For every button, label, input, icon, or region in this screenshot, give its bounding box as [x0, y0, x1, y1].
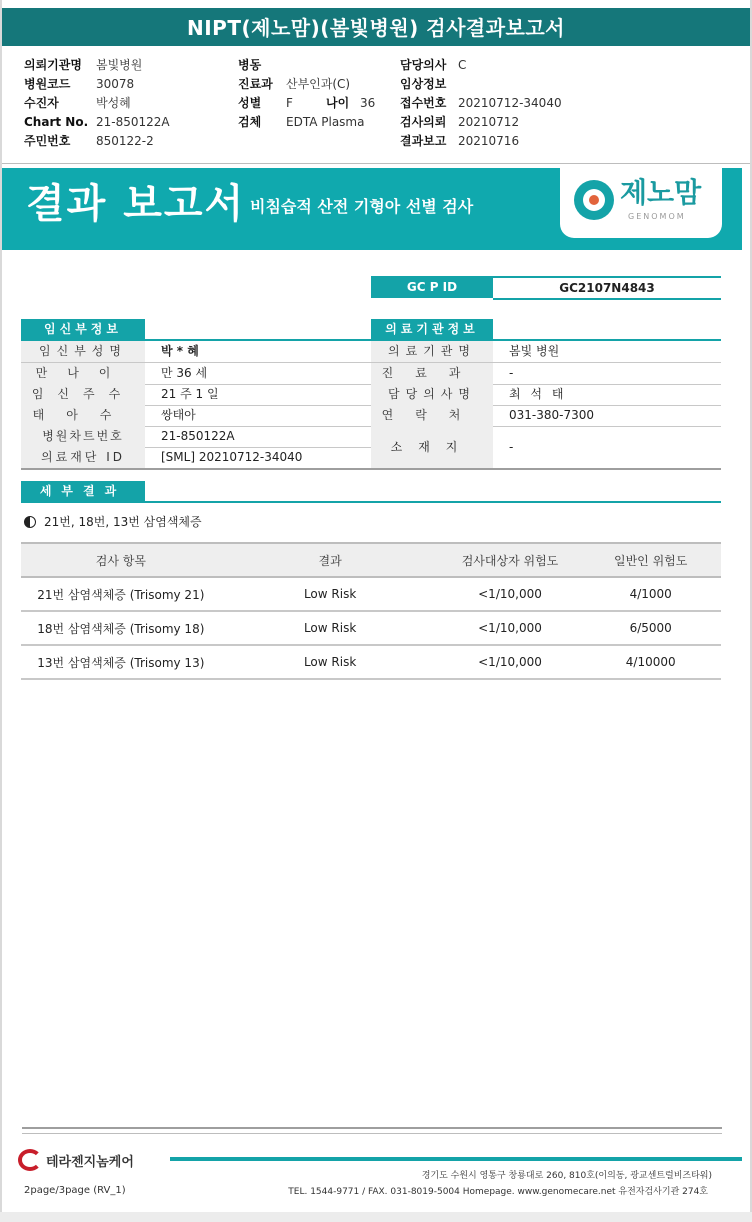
hero-subtitle: 비침습적 산전 기형아 선별 검사: [250, 197, 474, 216]
test-item: 18번 삼염색체증 (Trisomy 18): [21, 611, 221, 645]
pregnancy-info-heading: 임신부정보: [21, 319, 145, 339]
meta-value: 20210712-34040: [458, 96, 562, 110]
row-value: 쌍태아: [161, 408, 196, 422]
general-risk: 4/1000: [580, 577, 721, 611]
institution-row: [371, 384, 721, 406]
institution-row: [371, 363, 721, 385]
meta-column-3: [400, 56, 562, 151]
report-title: NIPT(제노맘)(봄빛병원) 검사결과보고서: [187, 16, 565, 40]
row-value: 박 * 혜: [161, 344, 199, 358]
row-label: 의료재단 ID: [21, 447, 145, 468]
row-value: -: [509, 440, 514, 454]
row-value: [SML] 20210712-34040: [161, 450, 303, 464]
meta-key: 결과보고: [400, 134, 447, 148]
general-risk: 4/10000: [580, 645, 721, 679]
footer-divider: [22, 1133, 722, 1134]
pregnancy-row: [21, 405, 371, 427]
footer-accent-bar: [170, 1157, 742, 1161]
hero-title: 결과 보고서: [26, 181, 246, 227]
page-number: 2page/3page (RV_1): [24, 1185, 126, 1196]
column-header: 검사 항목: [21, 543, 221, 577]
row-label: 임신부성명: [21, 341, 145, 362]
row-label: 연락처: [371, 405, 493, 426]
row-value: 21-850122A: [161, 429, 235, 443]
results-table: [21, 542, 721, 680]
meta-key: 접수번호: [400, 96, 447, 110]
footer-address: 경기도 수원시 영통구 창룡대로 260, 810호(이의동, 광교센트럴비즈타워): [421, 1171, 712, 1181]
table-row: [21, 577, 721, 611]
meta-key: 주민번호: [24, 134, 71, 148]
row-value: 최 석 태: [509, 387, 567, 401]
pregnancy-row: [21, 426, 371, 448]
details-heading: 세부결과: [21, 481, 145, 501]
gc-pid-label: GC P ID: [371, 276, 493, 298]
logo-subtext: GENOMOM: [628, 212, 686, 221]
table-row: [21, 645, 721, 679]
table-row: [21, 611, 721, 645]
meta-key: 병원코드: [24, 77, 71, 91]
row-label: 태아수: [21, 405, 145, 426]
subject-risk: <1/10,000: [440, 577, 581, 611]
meta-value: C: [458, 58, 467, 72]
gc-pid-value: GC2107N4843: [493, 276, 721, 300]
column-header: 검사대상자 위험도: [440, 543, 581, 577]
column-header: 결과: [221, 543, 440, 577]
meta-value: 21-850122A: [96, 115, 170, 129]
meta-column-1: [24, 56, 170, 151]
meta-value: 박성혜: [96, 96, 131, 110]
report-title-banner: [2, 8, 750, 46]
meta-value: 20210712: [458, 115, 520, 129]
subject-risk: <1/10,000: [440, 645, 581, 679]
meta-value: 산부인과(C): [286, 77, 351, 91]
section-line: [21, 501, 721, 503]
meta-key: 진료과: [238, 77, 273, 91]
footer-contact: TEL. 1544-9771 / FAX. 031-8019-5004 Homepage. www.genomecare.net 유전자검사기관 274호: [288, 1187, 708, 1197]
details-subtitle: [24, 513, 202, 531]
details-subtitle-text: 21번, 18번, 13번 삼염색체증: [44, 515, 202, 529]
logo-inner-ring: [583, 189, 605, 211]
meta-value: 봄빛병원: [96, 58, 143, 72]
row-value: 21 주 1 일: [161, 387, 219, 401]
test-item: 21번 삼염색체증 (Trisomy 21): [21, 577, 221, 611]
footer-company: 테라젠지놈케어: [46, 1154, 134, 1170]
meta-key: 검체: [238, 115, 262, 129]
meta-key: 의뢰기관명: [24, 58, 82, 72]
meta-key: Chart No.: [24, 115, 89, 129]
meta-value: F: [286, 96, 293, 110]
row-label: 만나이: [21, 363, 145, 384]
test-result: Low Risk: [221, 577, 440, 611]
bottom-margin: [0, 1212, 752, 1222]
row-value: 031-380-7300: [509, 408, 595, 422]
logo-center-dot: [589, 195, 599, 205]
pregnancy-row: [21, 447, 371, 470]
half-circle-icon: [24, 516, 36, 528]
test-result: Low Risk: [221, 645, 440, 679]
genomom-logo-icon: [574, 180, 614, 220]
institution-row: [371, 426, 721, 470]
subject-risk: <1/10,000: [440, 611, 581, 645]
column-header: 일반인 위험도: [580, 543, 721, 577]
meta-key: 임상정보: [400, 77, 447, 91]
row-value: -: [509, 366, 514, 380]
meta-value: EDTA Plasma: [286, 115, 365, 129]
terragen-logo-icon: [18, 1149, 42, 1171]
pregnancy-row: [21, 363, 371, 385]
test-result: Low Risk: [221, 611, 440, 645]
genomom-logo: [560, 168, 722, 238]
meta-value: 36: [360, 96, 376, 110]
row-value: 봄빛 병원: [509, 344, 560, 358]
row-label: 진료과: [371, 363, 493, 384]
institution-row: [371, 405, 721, 427]
pregnancy-row: [21, 384, 371, 406]
institution-info-heading: 의료기관정보: [371, 319, 493, 339]
table-header-row: [21, 543, 721, 577]
row-label: 의료기관명: [371, 341, 493, 362]
meta-key: 성별: [238, 96, 262, 110]
meta-column-2: [238, 56, 375, 132]
pregnancy-row: [21, 341, 371, 363]
meta-value: 850122-2: [96, 134, 154, 148]
row-value: 만 36 세: [161, 366, 208, 380]
footer-logo: [18, 1149, 134, 1171]
meta-key: 담당의사: [400, 58, 447, 72]
meta-value: 30078: [96, 77, 135, 91]
meta-key: 나이: [326, 96, 350, 110]
footer-divider: [22, 1127, 722, 1129]
meta-key: 병동: [238, 58, 262, 72]
row-label: 담당의사명: [371, 384, 493, 405]
meta-key: 수진자: [24, 96, 59, 110]
hero-banner: [2, 168, 742, 250]
meta-key: 검사의뢰: [400, 115, 447, 129]
general-risk: 6/5000: [580, 611, 721, 645]
institution-row: [371, 341, 721, 363]
divider: [2, 163, 750, 164]
logo-text: 제노맘: [620, 176, 702, 209]
meta-value: 20210716: [458, 134, 520, 148]
row-label: 소재지: [371, 426, 493, 468]
test-item: 13번 삼염색체증 (Trisomy 13): [21, 645, 221, 679]
row-label: 임신주수: [21, 384, 145, 405]
row-label: 병원차트번호: [21, 426, 145, 447]
